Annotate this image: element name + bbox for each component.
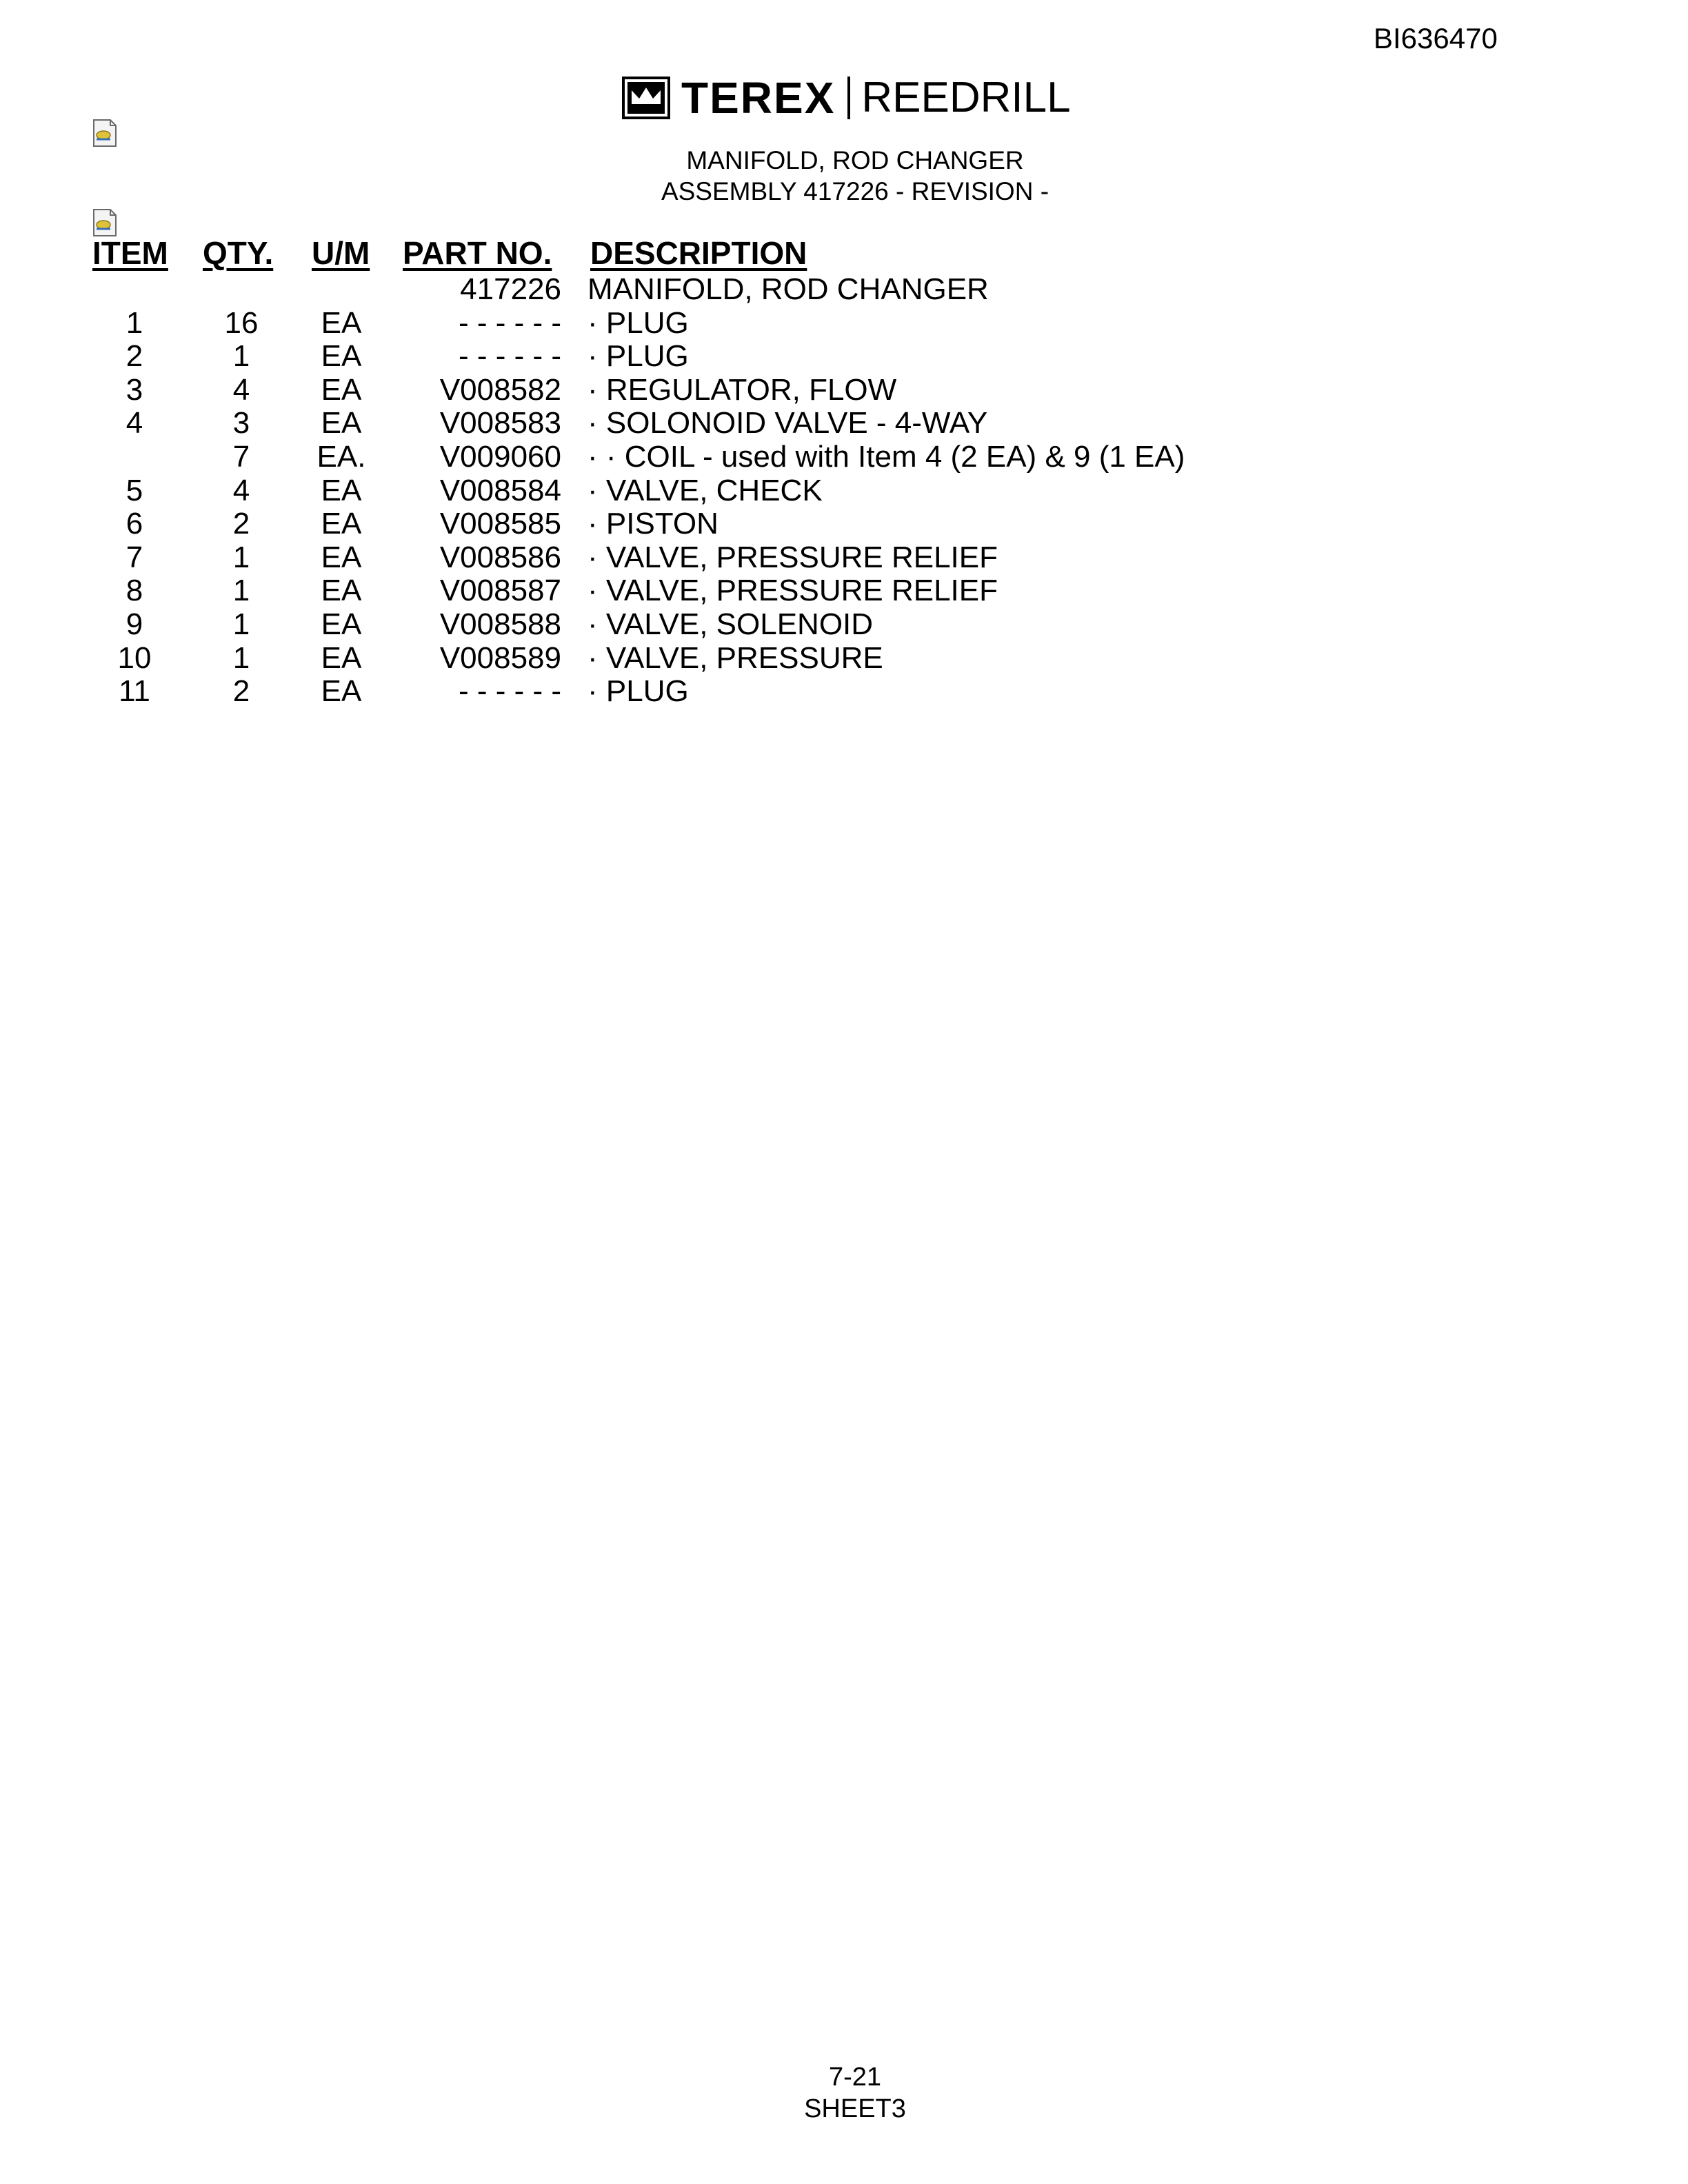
document-id: BI636470: [1374, 22, 1498, 54]
item-cell: 2: [125, 339, 143, 374]
qty-cell: 1: [232, 607, 250, 641]
page-footer: [717, 2061, 993, 2125]
qty-cell: 3: [232, 406, 250, 441]
item-cell: 8: [125, 574, 143, 608]
description-cell: · · COIL - used with Item 4 (2 EA) & 9 (1 EA): [587, 439, 1185, 474]
description-cell: · PISTON: [587, 507, 719, 541]
description-cell: · REGULATOR, FLOW: [587, 372, 897, 407]
column-header-qty: QTY.: [203, 235, 274, 271]
part-no-cell: V008589: [439, 640, 561, 675]
um-cell: EA: [321, 574, 362, 608]
um-cell: EA: [321, 372, 362, 407]
qty-cell: 1: [232, 574, 250, 608]
column-header-item: ITEM: [92, 235, 168, 271]
description-cell: · PLUG: [587, 305, 689, 340]
description-cell: · VALVE, SOLENOID: [587, 607, 874, 641]
parts-table: [0, 273, 1688, 709]
qty-cell: 2: [232, 674, 250, 709]
item-cell: 11: [119, 674, 150, 709]
um-cell: EA: [321, 473, 362, 507]
description-cell: · SOLONOID VALVE - 4-WAY: [587, 406, 988, 441]
brand-name: TEREX: [681, 73, 836, 123]
part-no-cell: V008584: [439, 473, 561, 507]
table-row: [0, 574, 1688, 608]
brand-logo: [622, 74, 1071, 121]
um-cell: EA: [321, 607, 362, 641]
um-cell: EA: [321, 540, 362, 574]
brand-divider: [847, 77, 850, 119]
item-cell: 9: [125, 607, 143, 641]
qty-cell: 1: [232, 339, 250, 374]
description-cell: · VALVE, PRESSURE: [587, 640, 883, 675]
part-no-cell: V009060: [439, 439, 561, 474]
part-no-cell: V008585: [439, 507, 561, 541]
part-no-cell: V008588: [439, 607, 561, 641]
document-icon[interactable]: [91, 119, 119, 148]
title-line-2: ASSEMBLY 417226 - REVISION -: [661, 177, 1049, 205]
terex-crown-icon: [622, 77, 670, 119]
item-cell: 6: [125, 507, 143, 541]
part-no-cell: - - - - - -: [458, 674, 561, 709]
qty-cell: 1: [232, 540, 250, 574]
document-title: [510, 145, 1200, 207]
table-row: [0, 374, 1688, 407]
item-cell: 1: [125, 305, 143, 340]
description-cell: · VALVE, CHECK: [587, 473, 823, 507]
description-cell: · VALVE, PRESSURE RELIEF: [587, 540, 998, 574]
um-cell: EA: [321, 339, 362, 374]
brand-division: REEDRILL: [861, 74, 1071, 121]
table-row: [0, 340, 1688, 374]
part-no-cell: V008587: [439, 574, 561, 608]
table-row: [0, 541, 1688, 575]
part-no-cell: - - - - - -: [458, 305, 561, 340]
item-cell: 3: [125, 372, 143, 407]
part-no-cell: - - - - - -: [458, 339, 561, 374]
part-no-cell: V008586: [439, 540, 561, 574]
column-header-part-no: PART NO.: [403, 235, 552, 271]
um-cell: EA: [321, 507, 362, 541]
table-row: [0, 608, 1688, 642]
um-cell: EA: [321, 674, 362, 709]
description-cell: · PLUG: [587, 339, 689, 374]
item-cell: 7: [125, 540, 143, 574]
part-no-cell: 417226: [460, 272, 561, 306]
description-cell: · PLUG: [587, 674, 689, 709]
qty-cell: 4: [232, 372, 250, 407]
part-no-cell: V008583: [439, 406, 561, 441]
table-row: [0, 307, 1688, 341]
um-cell: EA.: [316, 439, 366, 474]
column-header-um: U/M: [312, 235, 370, 271]
description-cell: MANIFOLD, ROD CHANGER: [587, 272, 989, 306]
table-row: [0, 474, 1688, 508]
qty-cell: 16: [224, 305, 259, 340]
table-row: [0, 407, 1688, 441]
qty-cell: 1: [232, 640, 250, 675]
qty-cell: 2: [232, 507, 250, 541]
sheet-label: SHEET3: [804, 2094, 906, 2123]
um-cell: EA: [321, 305, 362, 340]
qty-cell: 7: [232, 439, 250, 474]
um-cell: EA: [321, 640, 362, 675]
table-row: [0, 441, 1688, 474]
item-cell: 4: [125, 406, 143, 441]
document-icon[interactable]: [91, 208, 119, 237]
table-row: [0, 642, 1688, 676]
item-cell: 5: [125, 473, 143, 507]
title-line-1: MANIFOLD, ROD CHANGER: [686, 146, 1024, 174]
column-header-description: DESCRIPTION: [590, 235, 807, 271]
item-cell: 10: [117, 640, 152, 675]
um-cell: EA: [321, 406, 362, 441]
part-no-cell: V008582: [439, 372, 561, 407]
qty-cell: 4: [232, 473, 250, 507]
page-number: 7-21: [828, 2063, 882, 2092]
table-row: [0, 675, 1688, 709]
description-cell: · VALVE, PRESSURE RELIEF: [587, 574, 998, 608]
table-row: [0, 273, 1688, 307]
table-row: [0, 507, 1688, 541]
